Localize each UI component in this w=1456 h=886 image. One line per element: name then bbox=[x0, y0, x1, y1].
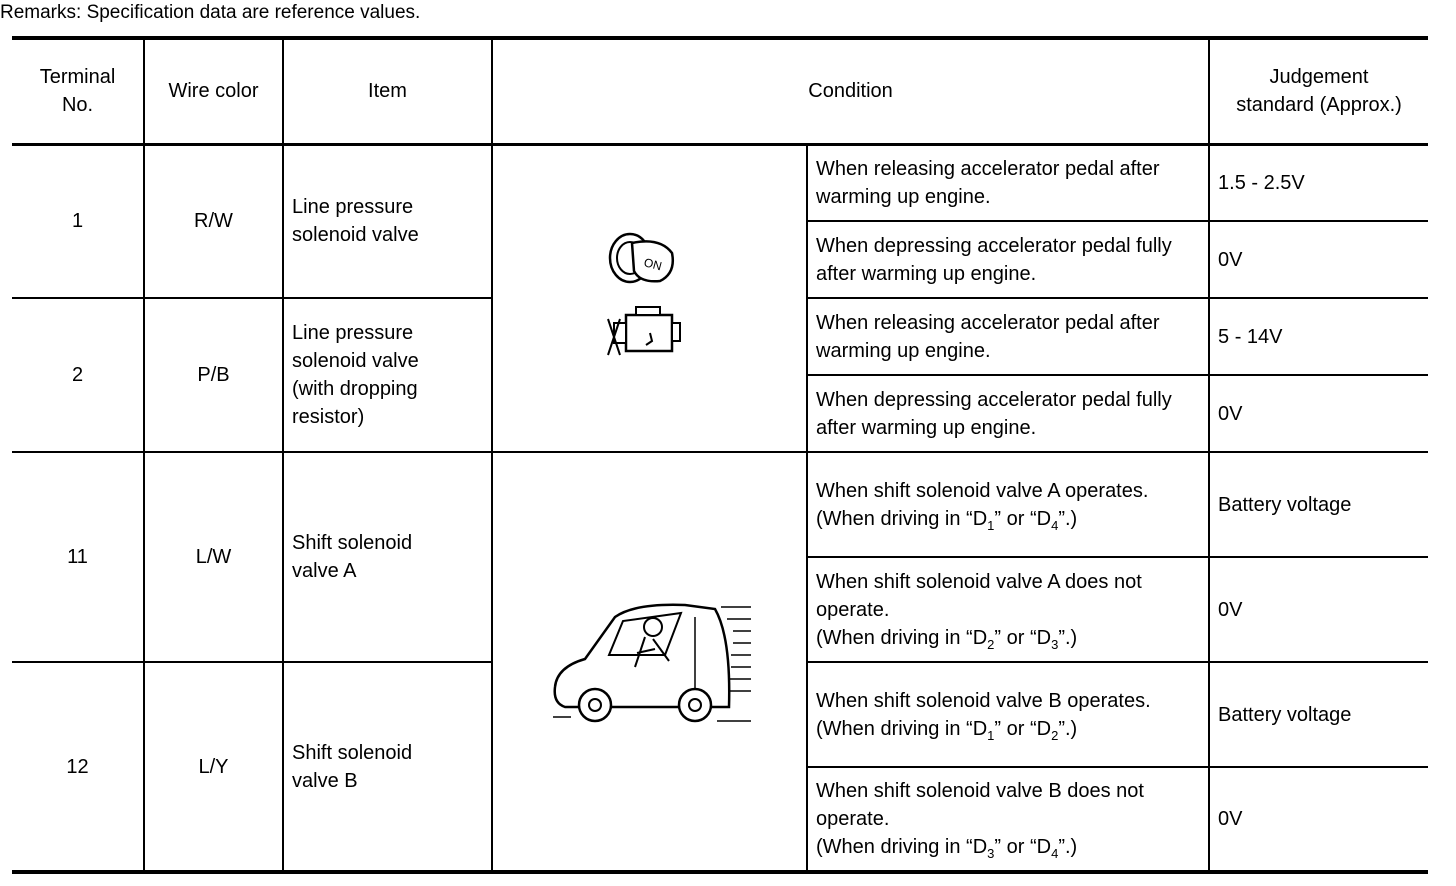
driving-range-note: (When driving in “$D_1$” or “$D_4$”.) bbox=[816, 507, 1078, 533]
judgement-value: 0V bbox=[1209, 767, 1428, 872]
judgement-value: 0V bbox=[1209, 557, 1428, 662]
terminal-number: 2 bbox=[12, 298, 144, 452]
wire-color: L/W bbox=[144, 452, 283, 662]
ignition-engine-icon-cell bbox=[492, 144, 807, 452]
item-name: Shift solenoid valve A bbox=[283, 452, 492, 662]
header-terminal: Terminal No. bbox=[12, 38, 144, 144]
driving-icon-cell bbox=[492, 452, 807, 872]
svg-text:ON: ON bbox=[641, 255, 663, 274]
condition-text: When releasing accelerator pedal after warming up engine. bbox=[807, 298, 1209, 375]
judgement-value: Battery voltage bbox=[1209, 662, 1428, 767]
ignition-key-on-icon bbox=[590, 223, 710, 373]
engine-running-icon bbox=[608, 307, 680, 355]
terminal-number: 11 bbox=[12, 452, 144, 662]
driving-range-note: (When driving in “$D_3$” or “$D_4$”.) bbox=[816, 836, 1078, 861]
table-row bbox=[12, 452, 1428, 557]
item-name: Shift solenoid valve B bbox=[283, 662, 492, 872]
wire-color: P/B bbox=[144, 298, 283, 452]
terminal-spec-table bbox=[12, 36, 1428, 874]
judgement-value: Battery voltage bbox=[1209, 452, 1428, 557]
terminal-number: 12 bbox=[12, 662, 144, 872]
condition-text: When depressing accelerator pedal fully after warming up engine. bbox=[807, 221, 1209, 298]
header-condition: Condition bbox=[492, 38, 1209, 144]
wire-color: R/W bbox=[144, 144, 283, 298]
item-name: Line pressure solenoid valve bbox=[283, 144, 492, 298]
driving-range-note: (When driving in “$D_1$” or “$D_2$”.) bbox=[816, 717, 1078, 743]
judgement-value: 0V bbox=[1209, 221, 1428, 298]
remarks-text: Remarks: Specification data are reference values. bbox=[0, 2, 421, 23]
condition-text: When shift solenoid valve B does not operate. (When driving in “$D_3$” or “$D_4$”.) bbox=[807, 767, 1209, 872]
header-judgement-standard: Judgement standard (Approx.) bbox=[1209, 38, 1428, 144]
wire-color: L/Y bbox=[144, 662, 283, 872]
condition-text: When shift solenoid valve A operates. (When driving in “$D_1$” or “$D_4$”.) bbox=[807, 452, 1209, 557]
car-driving-icon bbox=[545, 597, 755, 727]
header-wire-color: Wire color bbox=[144, 38, 283, 144]
condition-text: When shift solenoid valve B operates. (When driving in “$D_1$” or “$D_2$”.) bbox=[807, 662, 1209, 767]
condition-text: When releasing accelerator pedal after warming up engine. bbox=[807, 144, 1209, 221]
driving-range-note: (When driving in “$D_2$” or “$D_3$”.) bbox=[816, 626, 1078, 652]
item-name: Line pressure solenoid valve (with dropping resistor) bbox=[283, 298, 492, 452]
judgement-value: 5 - 14V bbox=[1209, 298, 1428, 375]
table-header-row bbox=[12, 38, 1428, 144]
judgement-value: 0V bbox=[1209, 375, 1428, 452]
terminal-number: 1 bbox=[12, 144, 144, 298]
table-row bbox=[12, 144, 1428, 221]
header-item: Item bbox=[283, 38, 492, 144]
condition-text: When depressing accelerator pedal fully after warming up engine. bbox=[807, 375, 1209, 452]
judgement-value: 1.5 - 2.5V bbox=[1209, 144, 1428, 221]
condition-text: When shift solenoid valve A does not operate. (When driving in “$D_2$” or “$D_3$”.) bbox=[807, 557, 1209, 662]
